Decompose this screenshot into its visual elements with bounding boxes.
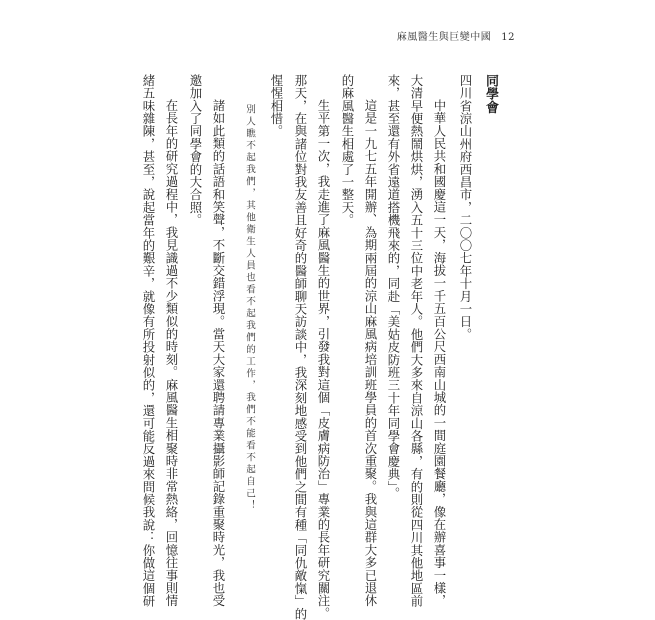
running-title: 麻風醫生與巨變中國 xyxy=(396,32,492,43)
text-line: 那天，在與諸位對我友善且好奇的醫師聊天訪談中，我深刻地感受到他們之間有種「同仇敵愾」的 xyxy=(293,74,308,620)
text-line: 在長年的研究過程中，我見識過不少類似的時刻。麻風醫生相聚時非常熱絡，回憶往事則情 xyxy=(164,99,179,607)
text-line: 諸如此類的話語和笑聲，不斷交錯浮現。當天大家還聘請專業攝影師記錄重聚時光，我也受 xyxy=(211,99,226,607)
text-line: 四川省涼山州府西昌市，二〇〇七年十月一日。 xyxy=(458,74,473,341)
text-line: 緒五味雜陳，甚至，說起當年的艱辛，就像有所投射似的，還可能反過來問候我說：你做這個研 xyxy=(141,74,156,608)
block-quote: 別人瞧不起我們，其他衛生人員也看不起我們的工作，我們不能看不起自己！ xyxy=(244,104,255,512)
text-line: 中華人民共和國慶這一天，海拔一千五百公尺西南山城的一間庭園餐廳，像在辦喜事一樣， xyxy=(432,99,447,607)
page-number: 12 xyxy=(501,32,515,43)
text-line: 這是一九七五年開辦、為期兩屆的涼山麻風病培訓班學員的首次重聚。我與這群大多已退休 xyxy=(363,99,378,607)
text-line: 生平第一次，我走進了麻風醫生的世界，引發我對這個「皮膚病防治」專業的長年研究關注。 xyxy=(316,99,331,620)
section-heading: 同學會 xyxy=(483,74,498,114)
running-header xyxy=(397,28,515,43)
text-line: 惺惺相惜。 xyxy=(269,74,284,138)
text-line: 的麻風醫生相處了一整天。 xyxy=(340,74,355,227)
text-line: 大清早便熱鬧烘烘，湧入五十三位中老年人。他們大多來自涼山各縣，有的則從四川其他地區前 xyxy=(409,74,424,608)
text-line: 邀加入了同學會的大合照。 xyxy=(188,74,203,227)
text-line: 來，甚至還有外省遠道搭機飛來的，同赴「美姑皮防班三十年同學會慶典」。 xyxy=(386,74,401,500)
